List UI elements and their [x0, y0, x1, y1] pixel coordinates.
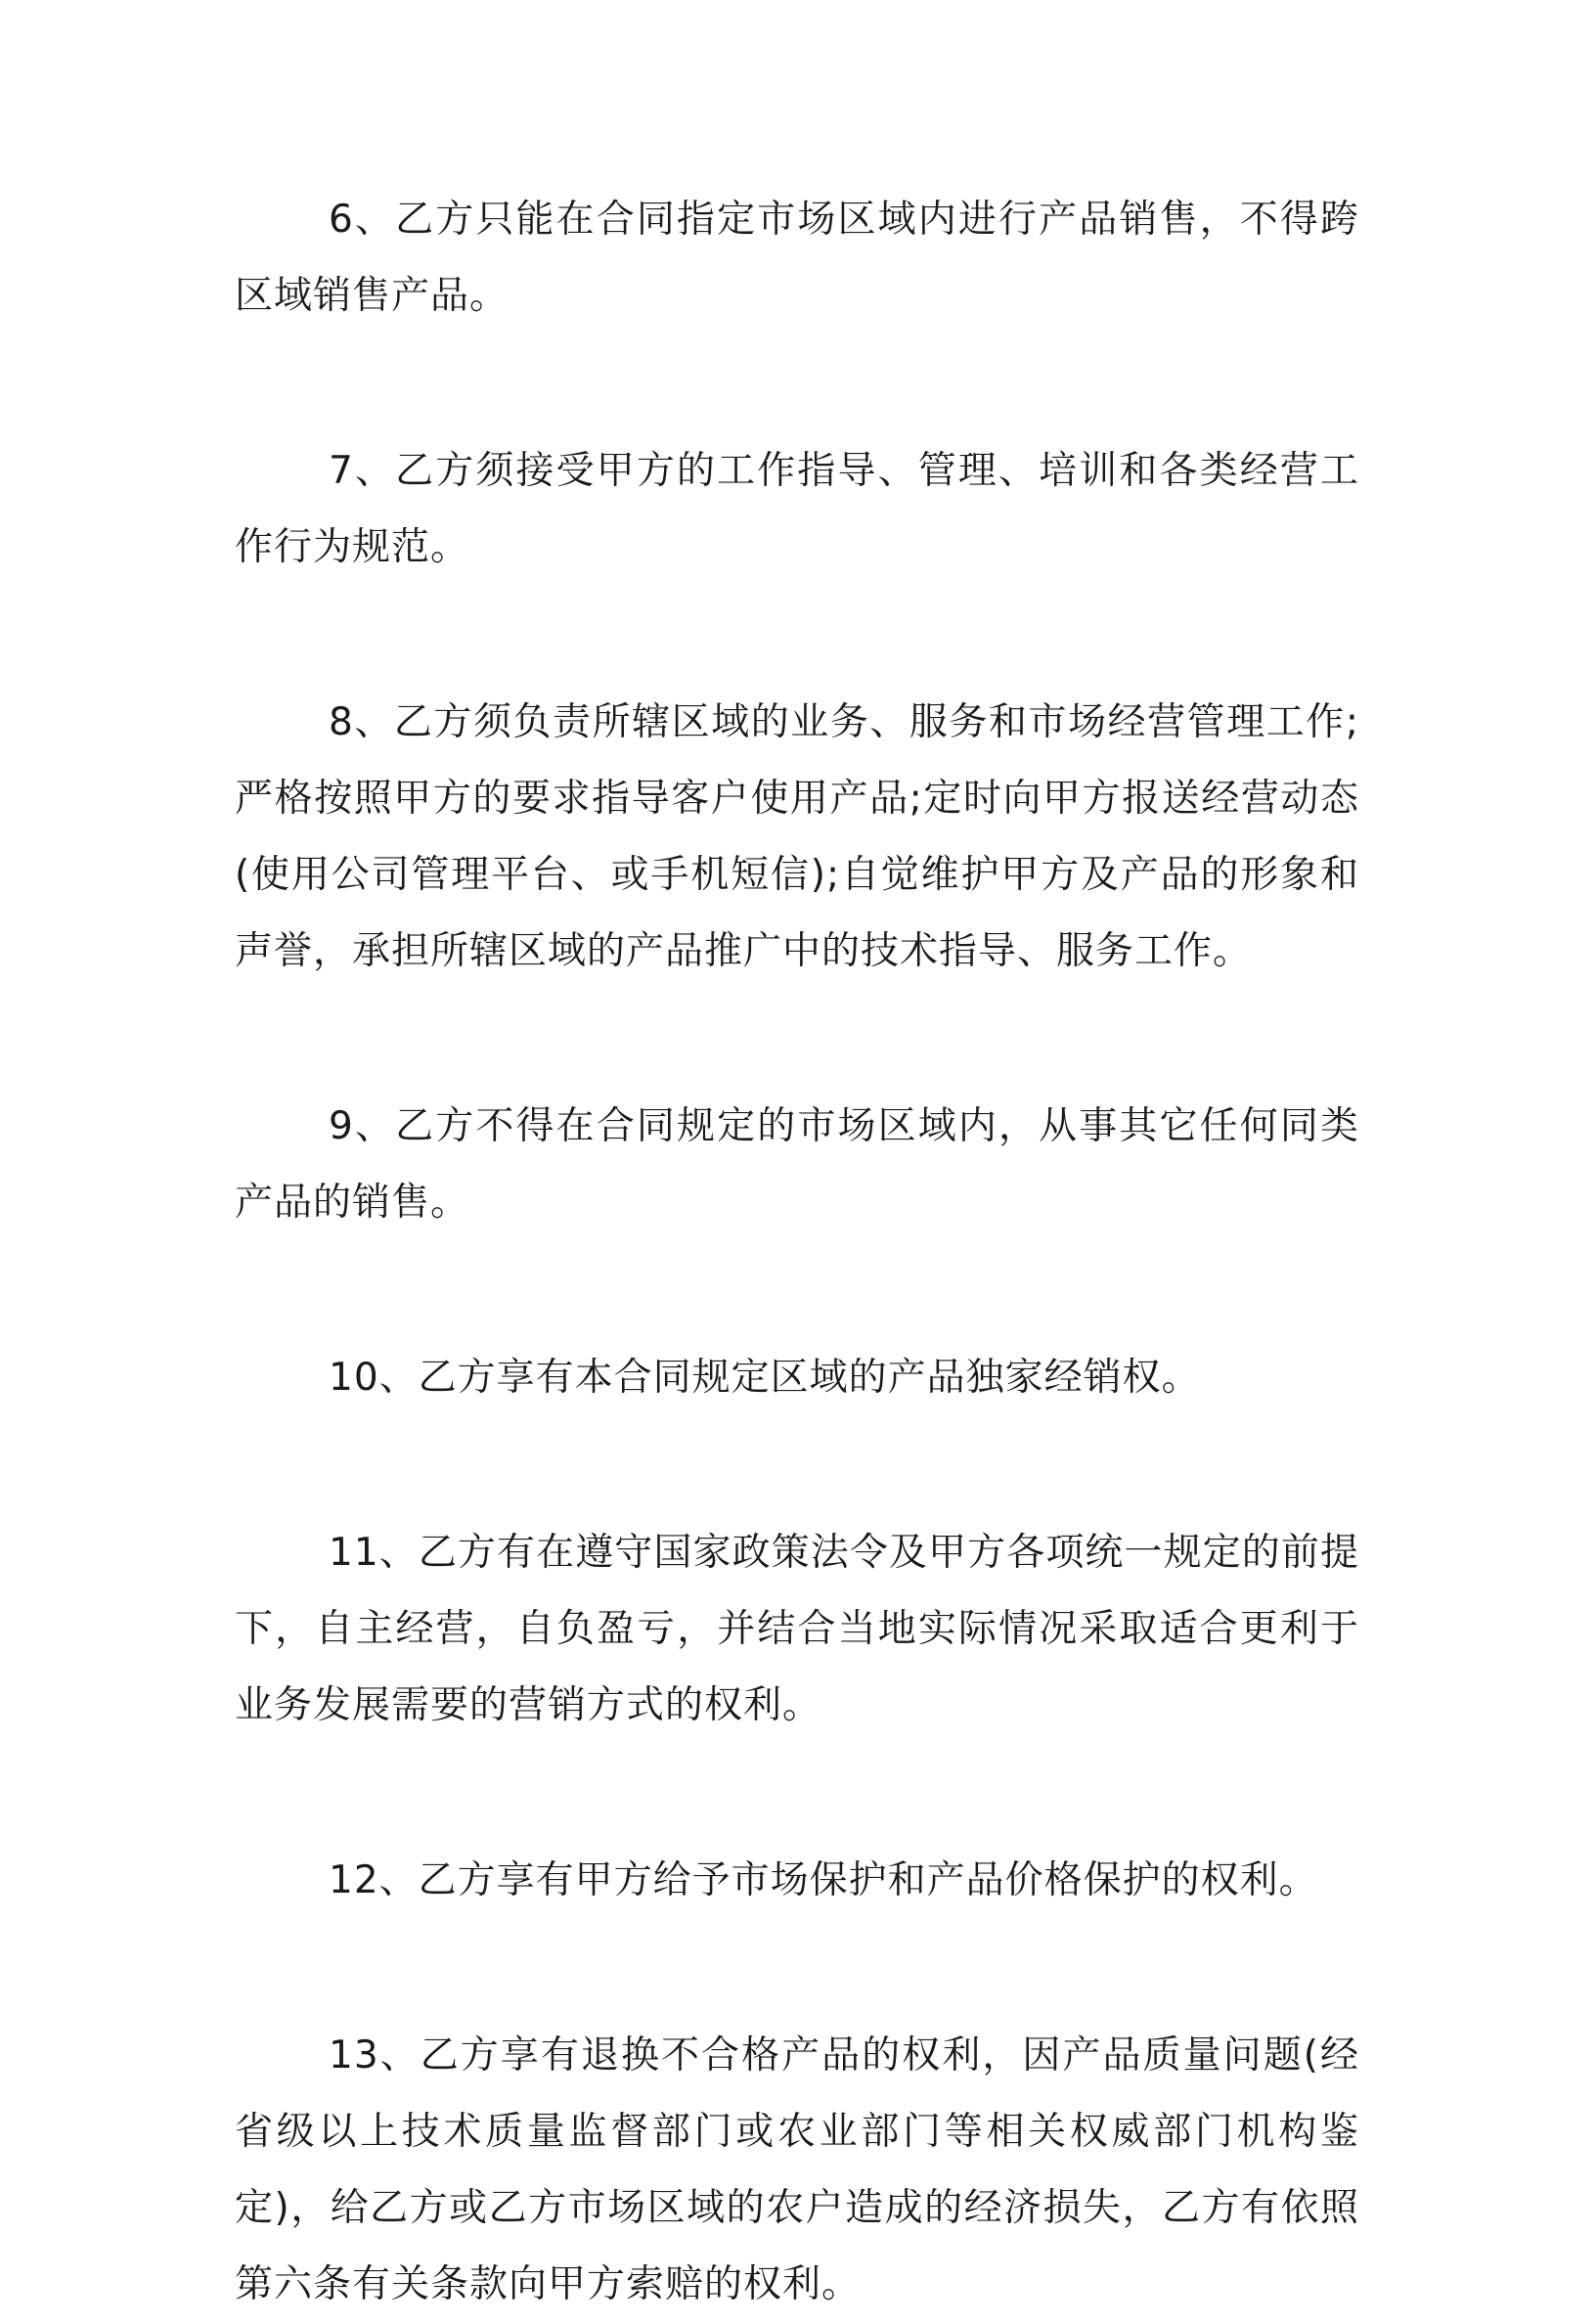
- clause-8: 8、乙方须负责所辖区域的业务、服务和市场经营管理工作;严格按照甲方的要求指导客户使用产品;定时向甲方报送经营动态(使用公司管理平台、或手机短信);自觉维护甲方及产品的形象和声誉，承担所辖区域的产品推广中的技术指导、服务工作。: [235, 700, 1359, 973]
- clause-11: 11、乙方有在遵守国家政策法令及甲方各项统一规定的前提下，自主经营，自负盈亏，并结合当地实际情况采取适合更利于业务发展需要的营销方式的权利。: [235, 1531, 1359, 1727]
- clause-9: 9、乙方不得在合同规定的市场区域内，从事其它任何同类产品的销售。: [235, 1104, 1359, 1225]
- clause-10: 10、乙方享有本合同规定区域的产品独家经销权。: [329, 1356, 1201, 1400]
- document-body: [235, 182, 1359, 2323]
- clause-7: 7、乙方须接受甲方的工作指导、管理、培训和各类经营工作行为规范。: [235, 449, 1359, 569]
- clause-13: 13、乙方享有退换不合格产品的权利，因产品质量问题(经省级以上技术质量监督部门或农业部门等相关权威部门机构鉴定)，给乙方或乙方市场区域的农户造成的经济损失，乙方有依照第六条有关条款向甲方索赔的权利。: [235, 2033, 1359, 2306]
- clause-6: 6、乙方只能在合同指定市场区域内进行产品销售，不得跨区域销售产品。: [235, 198, 1359, 318]
- clause-12: 12、乙方享有甲方给予市场保护和产品价格保护的权利。: [329, 1858, 1318, 1902]
